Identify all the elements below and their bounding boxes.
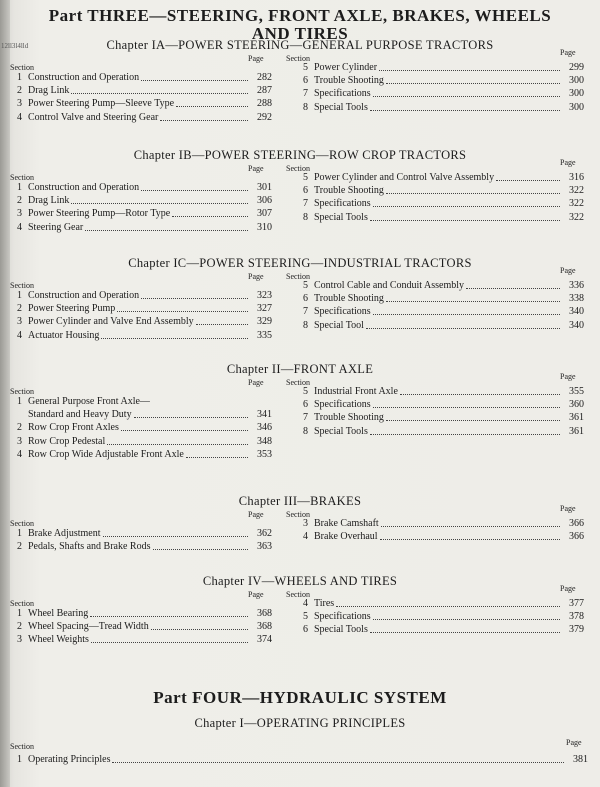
toc-entry	[10, 754, 588, 765]
page-number: 322	[569, 185, 584, 197]
dot-leader	[90, 615, 248, 617]
section-number: 4	[303, 531, 308, 543]
page-header-right: Page	[560, 504, 576, 513]
dot-leader	[186, 456, 248, 458]
toc-entry	[296, 518, 584, 529]
section-title: Specifications	[314, 611, 371, 623]
page-number: 348	[257, 435, 272, 447]
section-number: 1	[17, 528, 22, 539]
dot-leader	[196, 323, 248, 325]
page-number: 360	[569, 399, 584, 411]
dot-leader	[373, 313, 560, 315]
section-number: 2	[17, 621, 22, 633]
page-number: 300	[569, 88, 584, 100]
dot-leader	[373, 618, 560, 620]
section-title: Power Cylinder	[314, 62, 378, 73]
section-header-left: Section	[10, 173, 34, 182]
page-number: 323	[257, 290, 272, 301]
section-number: 5	[303, 172, 308, 183]
section-number: 1	[17, 396, 22, 407]
chapter-title: Chapter IA—POWER STEERING—GENERAL PURPOSE TRACTORS	[106, 38, 494, 52]
section-number: 6	[303, 399, 308, 411]
chapter-title: Chapter I—OPERATING PRINCIPLES	[194, 716, 406, 730]
dot-leader	[370, 433, 560, 435]
toc-entry	[10, 436, 272, 447]
dot-leader	[91, 641, 248, 643]
section-title: Trouble Shooting	[314, 412, 384, 424]
dot-leader	[400, 393, 560, 395]
dot-leader	[370, 631, 560, 633]
page-header-left: Page	[248, 272, 264, 281]
chapter-title: Chapter II—FRONT AXLE	[226, 362, 374, 376]
toc-entry	[296, 624, 584, 635]
section-title: Specifications	[314, 198, 371, 210]
toc-entry	[296, 102, 584, 113]
dot-leader	[380, 538, 560, 540]
dot-leader	[103, 535, 249, 537]
section-title: Drag Link	[28, 195, 70, 207]
section-number: 3	[17, 435, 22, 447]
section-title: Special Tools	[314, 425, 368, 437]
toc-entry	[296, 386, 584, 397]
dot-leader	[160, 119, 248, 121]
section-title: Specifications	[314, 399, 371, 411]
section-number: 1	[17, 754, 22, 765]
page-number: 379	[569, 624, 584, 636]
page-number: 340	[569, 306, 584, 318]
toc-entry	[10, 409, 272, 420]
section-header-right: Section	[286, 164, 310, 173]
dot-leader	[153, 548, 249, 550]
section-number: 1	[17, 182, 22, 193]
page-number: 300	[569, 101, 584, 113]
toc-entry	[296, 88, 584, 99]
page-header-left: Page	[248, 164, 264, 173]
page-number: 310	[257, 221, 272, 233]
toc-entry	[296, 399, 584, 410]
section-number: 4	[17, 221, 22, 233]
toc-entry	[296, 412, 584, 423]
page-header-left: Page	[248, 590, 264, 599]
section-number: 7	[303, 198, 308, 210]
section-header-left: Section	[10, 519, 34, 528]
section-number: 3	[303, 518, 308, 529]
dot-leader	[496, 179, 560, 181]
toc-entry	[296, 172, 584, 183]
section-title: Specifications	[314, 306, 371, 318]
section-title: Power Cylinder and Valve End Assembly	[28, 316, 194, 328]
chapter-title: Chapter IV—WHEELS AND TIRES	[202, 574, 398, 588]
toc-entry	[10, 303, 272, 314]
dot-leader	[336, 605, 560, 607]
dot-leader	[379, 69, 560, 71]
dot-leader	[121, 429, 248, 431]
page-header-left: Page	[248, 54, 264, 63]
section-title: Construction and Operation	[28, 182, 140, 193]
section-number: 5	[303, 611, 308, 623]
dot-leader	[373, 205, 560, 207]
section-number: 3	[17, 98, 22, 110]
section-title: Control Valve and Steering Gear	[28, 111, 159, 123]
toc-entry	[10, 396, 272, 407]
toc-entry	[296, 198, 584, 209]
page-number: 366	[569, 518, 584, 529]
toc-entry	[10, 449, 272, 460]
toc-entry	[296, 598, 584, 609]
section-title: Tires	[314, 598, 335, 609]
section-header-left: Section	[10, 387, 34, 396]
toc-entry	[10, 98, 272, 109]
page-number: 329	[257, 316, 272, 328]
page-header-right: Page	[560, 584, 576, 593]
section-header-right: Section	[286, 378, 310, 387]
toc-entry	[10, 422, 272, 433]
dot-leader	[117, 310, 248, 312]
section-header-right: Section	[286, 272, 310, 281]
section-title: Power Cylinder and Control Valve Assembly	[314, 172, 495, 183]
page-number: 377	[569, 598, 584, 609]
section-title: Trouble Shooting	[314, 75, 384, 87]
toc-entry	[10, 528, 272, 539]
section-title: Specifications	[314, 88, 371, 100]
dot-leader	[373, 95, 560, 97]
section-title: Special Tool	[314, 319, 364, 331]
toc-entry	[10, 290, 272, 301]
page-header-left: Page	[248, 510, 264, 519]
section-number: 2	[17, 303, 22, 315]
toc-entry	[296, 62, 584, 73]
dot-leader	[141, 189, 248, 191]
section-number: 8	[303, 101, 308, 113]
section-header-left: Section	[10, 63, 34, 72]
page-number: 299	[569, 62, 584, 73]
dot-leader	[112, 761, 564, 763]
dot-leader	[386, 419, 560, 421]
toc-entry	[10, 85, 272, 96]
section-number: 4	[17, 329, 22, 341]
toc-entry	[296, 280, 584, 291]
page-number: 378	[569, 611, 584, 623]
section-title: Power Steering Pump—Rotor Type	[28, 208, 171, 220]
page-number: 300	[569, 75, 584, 87]
section-number: 2	[17, 85, 22, 97]
section-number: 2	[17, 541, 22, 553]
toc-entry	[10, 330, 272, 341]
page-number: 361	[569, 412, 584, 424]
toc-entry	[10, 182, 272, 193]
section-number: 3	[17, 634, 22, 646]
page-number: 340	[569, 319, 584, 331]
toc-entry	[296, 306, 584, 317]
dot-leader	[466, 287, 560, 289]
page-number: 287	[257, 85, 272, 97]
section-header-left: Section	[10, 742, 34, 751]
dot-leader	[370, 109, 560, 111]
dot-leader	[85, 229, 248, 231]
toc-entry	[296, 212, 584, 223]
part-three-title-line2: AND TIRES	[251, 24, 349, 43]
section-number: 4	[17, 448, 22, 460]
section-number: 5	[303, 62, 308, 73]
section-title: Power Steering Pump	[28, 303, 116, 315]
page-number: 362	[257, 528, 272, 539]
section-number: 7	[303, 412, 308, 424]
part-three-title-line1: Part THREE—STEERING, FRONT AXLE, BRAKES, WHEELS	[48, 6, 552, 25]
page-number: 335	[257, 329, 272, 341]
dot-leader	[386, 300, 560, 302]
dot-leader	[107, 443, 248, 445]
dot-leader	[172, 215, 248, 217]
section-title: Row Crop Wide Adjustable Front Axle	[28, 448, 184, 460]
page-number: 338	[569, 293, 584, 305]
section-header-left: Section	[10, 281, 34, 290]
section-header-right: Section	[286, 510, 310, 519]
dot-leader	[141, 79, 248, 81]
toc-entry	[296, 611, 584, 622]
page-header-right: Page	[560, 48, 576, 57]
dot-leader	[71, 92, 248, 94]
section-title: Row Crop Front Axles	[28, 422, 119, 434]
toc-entry	[296, 185, 584, 196]
toc-entry	[10, 222, 272, 233]
chapter-title: Chapter IC—POWER STEERING—INDUSTRIAL TRACTORS	[128, 256, 472, 270]
section-title: Industrial Front Axle	[314, 386, 398, 397]
toc-entry	[296, 426, 584, 437]
dot-leader	[386, 82, 560, 84]
dot-leader	[370, 219, 560, 221]
page-header-left: Page	[248, 378, 264, 387]
dot-leader	[101, 337, 248, 339]
page-number: 368	[257, 608, 272, 619]
page-number: 282	[257, 72, 272, 83]
page-number: 322	[569, 211, 584, 223]
dot-leader	[366, 327, 560, 329]
toc-entry	[10, 621, 272, 632]
section-title: Pedals, Shafts and Brake Rods	[28, 541, 151, 553]
section-number: 1	[17, 72, 22, 83]
section-title: Control Cable and Conduit Assembly	[314, 280, 464, 291]
chapter-title: Chapter IB—POWER STEERING—ROW CROP TRACTORS	[133, 148, 467, 162]
section-number: 2	[17, 195, 22, 207]
dot-leader	[134, 416, 248, 418]
toc-entry	[10, 112, 272, 123]
page-number: 292	[257, 111, 272, 123]
section-title: Brake Adjustment	[28, 528, 101, 539]
page-number: 368	[257, 621, 272, 633]
section-title: Construction and Operation	[28, 72, 140, 83]
section-number: 6	[303, 293, 308, 305]
section-number: 7	[303, 88, 308, 100]
section-number: 3	[17, 316, 22, 328]
section-title: Operating Principles	[28, 754, 111, 765]
chapter-title: Chapter III—BRAKES	[238, 494, 362, 508]
section-number: 6	[303, 624, 308, 636]
page-number: 307	[257, 208, 272, 220]
section-title: Drag Link	[28, 85, 70, 97]
toc-entry	[10, 195, 272, 206]
page-number: 341	[257, 409, 272, 421]
adjacent-page-glyphs: 12ll3l4lld	[1, 42, 29, 50]
page-number: 316	[569, 172, 584, 183]
section-number: 1	[17, 290, 22, 301]
dot-leader	[381, 525, 560, 527]
section-title: Wheel Bearing	[28, 608, 89, 619]
part-four-title: Part FOUR—HYDRAULIC SYSTEM	[153, 688, 447, 707]
page-header-right: Page	[566, 738, 582, 747]
section-number: 1	[17, 608, 22, 619]
section-number: 7	[303, 306, 308, 318]
toc-entry	[10, 316, 272, 327]
section-title: Actuator Housing	[28, 329, 100, 341]
section-title: General Purpose Front Axle—	[28, 396, 150, 407]
toc-entry	[10, 541, 272, 552]
dot-leader	[71, 202, 248, 204]
section-number: 8	[303, 319, 308, 331]
page-number: 288	[257, 98, 272, 110]
page-number: 374	[257, 634, 272, 646]
page-number: 322	[569, 198, 584, 210]
section-title: Steering Gear	[28, 221, 84, 233]
page-number: 336	[569, 280, 584, 291]
page-number: 361	[569, 425, 584, 437]
page-number: 327	[257, 303, 272, 315]
section-number: 2	[17, 422, 22, 434]
section-title: Trouble Shooting	[314, 293, 384, 305]
section-number: 4	[303, 598, 308, 609]
page-number: 301	[257, 182, 272, 193]
section-number: 4	[17, 111, 22, 123]
toc-entry	[10, 208, 272, 219]
toc-entry	[10, 72, 272, 83]
section-title: Wheel Weights	[28, 634, 89, 646]
section-number: 5	[303, 280, 308, 291]
toc-entry	[10, 634, 272, 645]
section-number: 8	[303, 211, 308, 223]
section-header-right: Section	[286, 590, 310, 599]
dot-leader	[151, 628, 248, 630]
section-title: Construction and Operation	[28, 290, 140, 301]
section-title: Special Tools	[314, 211, 368, 223]
page-header-right: Page	[560, 158, 576, 167]
page-number: 306	[257, 195, 272, 207]
dot-leader	[141, 297, 248, 299]
section-title: Wheel Spacing—Tread Width	[28, 621, 149, 633]
section-title: Brake Camshaft	[314, 518, 379, 529]
page-number: 381	[573, 754, 588, 765]
section-title: Power Steering Pump—Sleeve Type	[28, 98, 175, 110]
dot-leader	[386, 192, 560, 194]
section-title: Brake Overhaul	[314, 531, 378, 543]
section-title: Row Crop Pedestal	[28, 435, 106, 447]
section-title: Trouble Shooting	[314, 185, 384, 197]
section-number: 6	[303, 185, 308, 197]
section-number: 8	[303, 425, 308, 437]
page-number: 353	[257, 448, 272, 460]
section-number: 3	[17, 208, 22, 220]
toc-entry	[10, 608, 272, 619]
page-number: 366	[569, 531, 584, 543]
page-header-right: Page	[560, 266, 576, 275]
dot-leader	[176, 105, 248, 107]
page-number: 355	[569, 386, 584, 397]
page-header-right: Page	[560, 372, 576, 381]
toc-entry	[296, 75, 584, 86]
section-number: 5	[303, 386, 308, 397]
section-header-right: Section	[286, 54, 310, 63]
section-number: 6	[303, 75, 308, 87]
section-header-left: Section	[10, 599, 34, 608]
section-title: Special Tools	[314, 101, 368, 113]
toc-entry	[296, 320, 584, 331]
dot-leader	[373, 406, 560, 408]
section-title: Standard and Heavy Duty	[28, 409, 132, 421]
toc-entry	[296, 531, 584, 542]
section-title: Special Tools	[314, 624, 368, 636]
page-number: 346	[257, 422, 272, 434]
page-number: 363	[257, 541, 272, 553]
toc-entry	[296, 293, 584, 304]
